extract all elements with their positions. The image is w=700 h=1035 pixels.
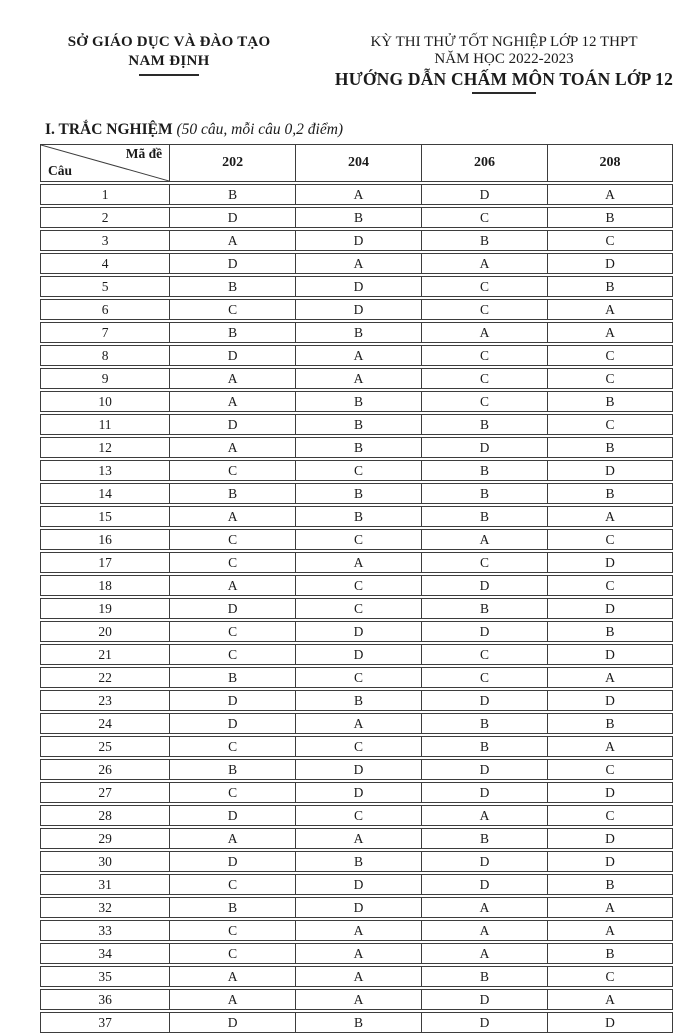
answer-cell: D [295,759,421,780]
answer-cell: B [547,713,673,734]
table-row [40,943,673,964]
question-number-cell: 29 [40,828,169,849]
question-number-cell: 26 [40,759,169,780]
answer-cell: A [295,713,421,734]
question-number-cell: 34 [40,943,169,964]
answer-cell: A [169,437,295,458]
answer-cell: B [547,943,673,964]
question-number-cell: 8 [40,345,169,366]
question-number-cell: 32 [40,897,169,918]
answer-cell: A [295,184,421,205]
answer-cell: D [547,1012,673,1033]
answer-cell: C [169,943,295,964]
answer-cell: C [169,552,295,573]
answer-cell: D [547,253,673,274]
answer-cell: D [295,276,421,297]
table-header-row [40,144,673,182]
answer-cell: D [169,690,295,711]
answer-cell: A [295,552,421,573]
answer-cell: B [547,621,673,642]
answer-cell: C [421,667,547,688]
answer-cell: C [295,460,421,481]
answer-cell: D [421,989,547,1010]
table-row [40,920,673,941]
answer-cell: B [547,874,673,895]
answer-cell: A [421,322,547,343]
table-row [40,989,673,1010]
answer-cell: D [295,299,421,320]
answer-cell: D [547,782,673,803]
table-row [40,552,673,573]
answer-cell: C [421,391,547,412]
question-number-cell: 31 [40,874,169,895]
answer-cell: B [421,598,547,619]
answer-cell: D [169,207,295,228]
section-title-label: I. TRẮC NGHIỆM [45,121,173,138]
question-number-cell: 17 [40,552,169,573]
section-title-note: (50 câu, mỗi câu 0,2 điểm) [176,121,344,138]
answer-cell: C [295,575,421,596]
answer-cell: B [295,437,421,458]
question-number-cell: 11 [40,414,169,435]
issuing-authority-block [30,33,308,76]
authority-province: NAM ĐỊNH [128,53,210,69]
answer-cell: D [547,460,673,481]
question-number-cell: 36 [40,989,169,1010]
table-row [40,506,673,527]
answer-cell: D [421,575,547,596]
answer-cell: A [421,805,547,826]
exam-grading-guide-title: HƯỚNG DẪN CHẤM MÔN TOÁN LỚP 12 [334,69,674,89]
answer-cell: C [295,598,421,619]
answer-cell: D [547,644,673,665]
table-row [40,391,673,412]
answer-cell: B [295,506,421,527]
answer-cell: C [547,230,673,251]
answer-table-body [40,184,673,1033]
table-row [40,759,673,780]
right-header-rule [472,92,536,94]
answer-cell: B [421,460,547,481]
question-number-cell: 30 [40,851,169,872]
answer-cell: B [421,230,547,251]
answer-cell: B [421,713,547,734]
answer-cell: D [421,1012,547,1033]
answer-cell: B [295,207,421,228]
question-number-cell: 27 [40,782,169,803]
answer-cell: B [169,897,295,918]
table-row [40,322,673,343]
table-row [40,851,673,872]
answer-cell: D [295,644,421,665]
answer-cell: B [547,207,673,228]
answer-cell: D [421,759,547,780]
question-number-cell: 16 [40,529,169,550]
answer-cell: B [169,184,295,205]
answer-cell: D [421,851,547,872]
question-number-cell: 14 [40,483,169,504]
answer-cell: D [547,552,673,573]
answer-cell: D [169,598,295,619]
answer-cell: A [169,989,295,1010]
answer-cell: A [547,667,673,688]
question-number-cell: 6 [40,299,169,320]
question-number-cell: 24 [40,713,169,734]
table-row [40,184,673,205]
question-number-cell: 3 [40,230,169,251]
answer-cell: C [169,782,295,803]
answer-cell: A [169,575,295,596]
answer-cell: A [169,391,295,412]
question-number-cell: 10 [40,391,169,412]
answer-cell: D [547,828,673,849]
answer-cell: B [295,851,421,872]
answer-cell: B [169,322,295,343]
question-number-cell: 15 [40,506,169,527]
answer-cell: C [547,805,673,826]
answer-cell: A [421,529,547,550]
answer-cell: B [295,690,421,711]
answer-cell: C [421,345,547,366]
question-number-cell: 12 [40,437,169,458]
answer-cell: B [421,483,547,504]
answer-cell: C [547,966,673,987]
authority-department: SỞ GIÁO DỤC VÀ ĐÀO TẠO [67,34,271,50]
answer-cell: D [295,874,421,895]
table-row [40,897,673,918]
answer-cell: D [547,598,673,619]
question-number-cell: 5 [40,276,169,297]
table-row [40,414,673,435]
table-row [40,368,673,389]
question-number-cell: 23 [40,690,169,711]
answer-cell: B [169,483,295,504]
answer-cell: A [421,920,547,941]
question-number-cell: 18 [40,575,169,596]
table-row [40,621,673,642]
answer-cell: C [421,368,547,389]
answer-cell: A [295,989,421,1010]
question-number-cell: 35 [40,966,169,987]
question-number-cell: 37 [40,1012,169,1033]
corner-header-cell [40,144,169,182]
question-number-cell: 28 [40,805,169,826]
answer-cell: D [547,851,673,872]
answer-cell: D [421,690,547,711]
answer-cell: B [547,276,673,297]
answer-cell: D [421,874,547,895]
answer-key-table [40,142,673,1035]
question-number-cell: 9 [40,368,169,389]
answer-cell: C [547,345,673,366]
answer-cell: B [295,322,421,343]
answer-cell: C [169,874,295,895]
answer-cell: D [295,782,421,803]
answer-cell: C [547,529,673,550]
answer-cell: D [169,713,295,734]
answer-cell: C [421,644,547,665]
answer-cell: C [169,460,295,481]
answer-cell: C [169,644,295,665]
answer-cell: B [421,736,547,757]
question-number-cell: 22 [40,667,169,688]
answer-cell: C [421,299,547,320]
question-number-cell: 33 [40,920,169,941]
answer-cell: D [421,621,547,642]
question-number-cell: 2 [40,207,169,228]
answer-cell: A [547,322,673,343]
answer-cell: B [421,414,547,435]
answer-cell: A [295,345,421,366]
answer-cell: C [547,414,673,435]
answer-cell: B [295,414,421,435]
answer-cell: C [295,805,421,826]
answer-cell: B [295,483,421,504]
answer-cell: A [295,253,421,274]
exam-name: KỲ THI THỬ TỐT NGHIỆP LỚP 12 THPT [370,34,638,50]
answer-cell: B [421,506,547,527]
answer-cell: A [295,943,421,964]
answer-cell: D [169,1012,295,1033]
answer-cell: A [421,253,547,274]
answer-cell: B [547,437,673,458]
answer-cell: A [421,897,547,918]
left-header-rule [139,74,199,76]
answer-cell: C [295,736,421,757]
answer-cell: A [421,943,547,964]
answer-cell: D [421,184,547,205]
table-row [40,874,673,895]
answer-cell: D [169,414,295,435]
answer-cell: D [295,621,421,642]
answer-cell: A [547,299,673,320]
answer-cell: C [169,529,295,550]
answer-cell: C [169,736,295,757]
table-row [40,437,673,458]
answer-cell: C [547,575,673,596]
answer-cell: D [547,690,673,711]
exam-code-header: 208 [547,144,673,182]
answer-cell: D [169,805,295,826]
table-row [40,230,673,251]
question-number-cell: 19 [40,598,169,619]
answer-cell: A [169,828,295,849]
table-row [40,299,673,320]
answer-cell: B [169,276,295,297]
answer-cell: B [295,1012,421,1033]
answer-cell: D [295,230,421,251]
table-row [40,598,673,619]
question-number-cell: 1 [40,184,169,205]
table-row [40,529,673,550]
exam-code-header: 202 [169,144,295,182]
answer-cell: D [421,782,547,803]
answer-cell: C [547,759,673,780]
question-number-cell: 20 [40,621,169,642]
answer-cell: D [169,253,295,274]
question-number-cell: 25 [40,736,169,757]
answer-cell: A [169,230,295,251]
question-number-cell: 7 [40,322,169,343]
answer-cell: A [169,506,295,527]
exam-school-year: NĂM HỌC 2022-2023 [434,51,574,67]
answer-cell: C [421,552,547,573]
answer-cell: D [169,851,295,872]
corner-label-ma-de: Mã đề [125,146,163,161]
answer-cell: C [169,299,295,320]
table-row [40,460,673,481]
answer-cell: A [547,506,673,527]
table-row [40,483,673,504]
answer-cell: D [421,437,547,458]
answer-cell: C [421,207,547,228]
answer-cell: B [169,759,295,780]
table-row [40,690,673,711]
answer-cell: A [547,184,673,205]
answer-cell: A [295,966,421,987]
answer-cell: A [547,989,673,1010]
table-row [40,345,673,366]
answer-cell: A [169,966,295,987]
answer-cell: C [295,529,421,550]
question-number-cell: 4 [40,253,169,274]
exam-code-header: 204 [295,144,421,182]
answer-cell: C [169,621,295,642]
answer-cell: B [295,391,421,412]
answer-cell: B [169,667,295,688]
table-row [40,782,673,803]
exam-code-header: 206 [421,144,547,182]
answer-cell: D [169,345,295,366]
table-row [40,966,673,987]
question-number-cell: 13 [40,460,169,481]
table-row [40,736,673,757]
corner-label-cau: Câu [48,163,73,178]
table-row [40,644,673,665]
answer-cell: A [295,368,421,389]
table-row [40,575,673,596]
answer-cell: C [169,920,295,941]
answer-cell: B [421,828,547,849]
table-row [40,253,673,274]
answer-cell: A [295,920,421,941]
table-row [40,276,673,297]
answer-cell: A [547,920,673,941]
table-row [40,713,673,734]
answer-cell: B [547,391,673,412]
question-number-cell: 21 [40,644,169,665]
answer-cell: A [547,897,673,918]
answer-cell: B [421,966,547,987]
answer-cell: C [421,276,547,297]
table-row [40,1012,673,1033]
answer-cell: C [547,368,673,389]
document-header [0,33,700,94]
answer-cell: A [547,736,673,757]
exam-title-block [318,33,690,94]
answer-cell: D [295,897,421,918]
table-row [40,805,673,826]
table-row [40,207,673,228]
answer-cell: C [295,667,421,688]
answer-cell: B [547,483,673,504]
table-row [40,667,673,688]
table-row [40,828,673,849]
answer-cell: A [295,828,421,849]
section-title [45,121,700,139]
answer-cell: A [169,368,295,389]
